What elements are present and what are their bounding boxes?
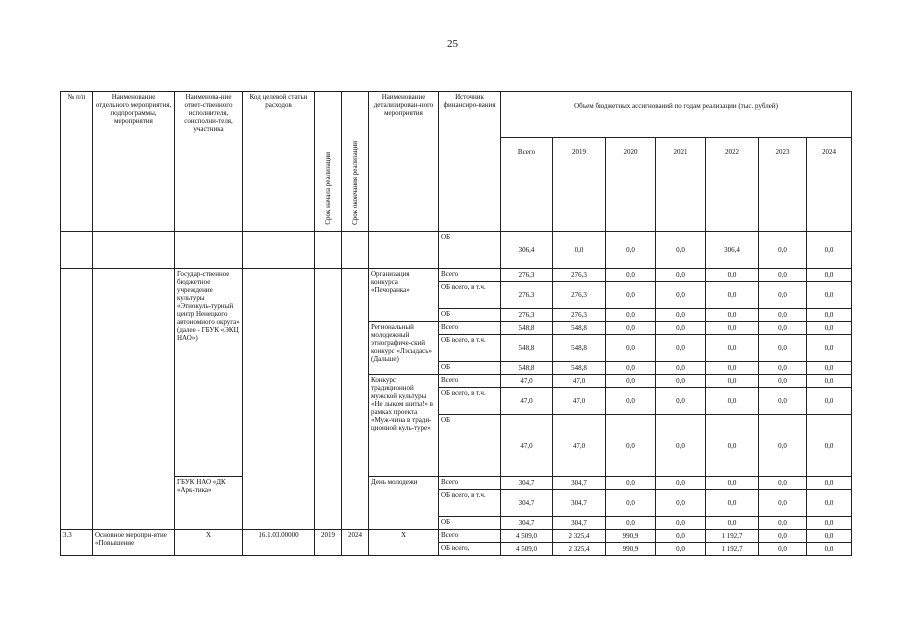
value-cell: 0,0: [807, 309, 852, 322]
page-number: 25: [447, 38, 458, 50]
detailed-event-cell: Х: [369, 530, 439, 556]
value-cell: 47,0: [553, 388, 606, 415]
source-cell: ОБ всего, в т.ч.: [439, 335, 501, 362]
value-cell: 0,0: [807, 490, 852, 517]
value-cell: 548,8: [553, 322, 606, 335]
value-cell: 0,0: [807, 477, 852, 490]
value-cell: 0,0: [706, 490, 759, 517]
event-pechoranka: Организация конкурса «Печоранка»: [369, 269, 439, 322]
value-cell: 0,0: [656, 269, 706, 282]
row-number: 3.3: [61, 530, 93, 556]
value-cell: 0,0: [807, 269, 852, 282]
value-cell: 0,0: [759, 309, 807, 322]
value-cell: 47,0: [553, 375, 606, 388]
value-cell: 0,0: [807, 335, 852, 362]
value-cell: 0,0: [656, 530, 706, 543]
value-cell: 0,0: [656, 490, 706, 517]
header-budget-code: Код целевой статьи расходов: [243, 92, 315, 232]
value-cell: 2 325,4: [553, 530, 606, 543]
executor-ekc: Государ-ственное бюджетное учреждение культуры «Этнокуль-турный центр Ненецкого автономного округа» (далее - ГБУК «ЭКЦ НАО»): [175, 269, 243, 477]
header-year-2022: 2022: [706, 138, 759, 232]
value-cell: 0,0: [759, 335, 807, 362]
value-cell: 548,8: [553, 362, 606, 375]
value-cell: 0,0: [807, 362, 852, 375]
value-cell: 47,0: [501, 388, 553, 415]
value-cell: 0,0: [759, 362, 807, 375]
value-cell: 306,4: [706, 232, 759, 269]
source-cell: ОБ: [439, 362, 501, 375]
value-cell: 304,7: [553, 490, 606, 517]
value-cell: 548,8: [501, 362, 553, 375]
value-cell: 276,3: [553, 269, 606, 282]
value-cell: 47,0: [553, 415, 606, 477]
header-volume: Объем бюджетных ассигнований по годам реализации (тыс. рублей): [501, 92, 852, 138]
value-cell: 276,3: [501, 282, 553, 309]
value-cell: 0,0: [606, 232, 656, 269]
value-cell: 0,0: [759, 490, 807, 517]
value-cell: 990,9: [606, 530, 656, 543]
value-cell: 0,0: [759, 388, 807, 415]
value-cell: 0,0: [606, 490, 656, 517]
value-cell: 0,0: [759, 269, 807, 282]
value-cell: 2 325,4: [553, 543, 606, 556]
value-cell: 0,0: [807, 322, 852, 335]
value-cell: 0,0: [759, 477, 807, 490]
value-cell: 304,7: [553, 517, 606, 530]
budget-allocation-table: [60, 91, 852, 556]
value-cell: 0,0: [656, 543, 706, 556]
value-cell: 0,0: [759, 543, 807, 556]
header-year-2019: 2019: [553, 138, 606, 232]
value-cell: 0,0: [656, 375, 706, 388]
table-row: [61, 269, 852, 282]
source-cell: ОБ всего,: [439, 543, 501, 556]
header-executor: Наименова-ние ответ-ственного исполнителя, соисполни-теля, участника: [175, 92, 243, 232]
main-event-name: Основное меропри-ятие «Повышение: [93, 530, 175, 556]
value-cell: 0,0: [759, 517, 807, 530]
value-cell: 0,0: [656, 335, 706, 362]
header-year-2021: 2021: [656, 138, 706, 232]
value-cell: 0,0: [759, 232, 807, 269]
end-year: 2024: [342, 530, 369, 556]
table-row: [61, 530, 852, 543]
value-cell: 276,3: [501, 269, 553, 282]
source-cell: ОБ: [439, 232, 501, 269]
value-cell: 0,0: [656, 362, 706, 375]
value-cell: 0,0: [606, 375, 656, 388]
event-ethnographic-contest: Региональный молодежный этнографиче-ский конкурс «Лэсыдась» (Дальше): [369, 322, 439, 375]
value-cell: 276,3: [501, 309, 553, 322]
source-cell: Всего: [439, 477, 501, 490]
header-year-2024: 2024: [807, 138, 852, 232]
value-cell: 0,0: [656, 322, 706, 335]
value-cell: 0,0: [606, 269, 656, 282]
value-cell: 0,0: [759, 415, 807, 477]
source-cell: ОБ: [439, 415, 501, 477]
start-year: 2019: [315, 530, 342, 556]
value-cell: 304,7: [501, 490, 553, 517]
value-cell: 47,0: [501, 415, 553, 477]
value-cell: 0,0: [606, 388, 656, 415]
value-cell: 0,0: [706, 322, 759, 335]
value-cell: 4 509,0: [501, 543, 553, 556]
value-cell: 0,0: [706, 477, 759, 490]
value-cell: 0,0: [656, 388, 706, 415]
value-cell: 0,0: [807, 543, 852, 556]
value-cell: 0,0: [606, 362, 656, 375]
value-cell: 306,4: [501, 232, 553, 269]
header-no: № п/п: [61, 92, 93, 232]
header-row: [61, 92, 852, 138]
value-cell: 4 509,0: [501, 530, 553, 543]
value-cell: 0,0: [606, 335, 656, 362]
table-row: [61, 232, 852, 269]
value-cell: 304,7: [553, 477, 606, 490]
budget-code: 16.1.03.00000: [243, 530, 315, 556]
value-cell: 0,0: [759, 375, 807, 388]
value-cell: 0,0: [759, 282, 807, 309]
value-cell: 0,0: [656, 232, 706, 269]
value-cell: 0,0: [706, 335, 759, 362]
value-cell: 0,0: [656, 415, 706, 477]
source-cell: ОБ: [439, 309, 501, 322]
value-cell: 0,0: [706, 388, 759, 415]
value-cell: 304,7: [501, 517, 553, 530]
value-cell: 1 192,7: [706, 543, 759, 556]
executor-arktika: ГБУК НАО «ДК «Арк-тика»: [175, 477, 243, 530]
source-cell: Всего: [439, 269, 501, 282]
value-cell: 0,0: [606, 322, 656, 335]
header-end-term: Срок окончания реализации: [342, 92, 369, 232]
value-cell: 0,0: [706, 375, 759, 388]
source-cell: Всего: [439, 530, 501, 543]
value-cell: 0,0: [656, 477, 706, 490]
source-cell: ОБ: [439, 517, 501, 530]
executor-cell: Х: [175, 530, 243, 556]
source-cell: ОБ всего, в т.ч.: [439, 388, 501, 415]
value-cell: 0,0: [807, 530, 852, 543]
value-cell: 548,8: [553, 335, 606, 362]
value-cell: 0,0: [759, 530, 807, 543]
value-cell: 276,3: [553, 309, 606, 322]
event-ne-lykom-shity: Конкурс традиционной мужской культуры «Не лыком шиты!» в рамках проекта «Муж-чина в тради-ционной куль-туре»: [369, 375, 439, 477]
value-cell: 0,0: [807, 415, 852, 477]
header-year-total: Всего: [501, 138, 553, 232]
table-row: [61, 477, 852, 490]
value-cell: 47,0: [501, 375, 553, 388]
value-cell: 0,0: [706, 362, 759, 375]
value-cell: 0,0: [606, 517, 656, 530]
value-cell: 0,0: [606, 477, 656, 490]
value-cell: 0,0: [656, 309, 706, 322]
source-cell: Всего: [439, 375, 501, 388]
value-cell: 0,0: [807, 232, 852, 269]
source-cell: ОБ всего, в т.ч.: [439, 282, 501, 309]
value-cell: 0,0: [807, 375, 852, 388]
value-cell: 1 192,7: [706, 530, 759, 543]
value-cell: 990,9: [606, 543, 656, 556]
value-cell: 0,0: [706, 415, 759, 477]
value-cell: 0,0: [706, 269, 759, 282]
value-cell: 0,0: [606, 415, 656, 477]
header-start-term: Срок начала реализации: [315, 92, 342, 232]
value-cell: 0,0: [656, 282, 706, 309]
value-cell: 0,0: [706, 282, 759, 309]
value-cell: 0,0: [807, 388, 852, 415]
header-source: Источник финансиро-вания: [439, 92, 501, 232]
source-cell: Всего: [439, 322, 501, 335]
event-youth-day: День молодежи: [369, 477, 439, 530]
value-cell: 0,0: [759, 322, 807, 335]
value-cell: 0,0: [606, 309, 656, 322]
value-cell: 0,0: [807, 282, 852, 309]
value-cell: 0,0: [553, 232, 606, 269]
header-year-2020: 2020: [606, 138, 656, 232]
header-detailed-event: Наименование детализирован-ного мероприятия: [369, 92, 439, 232]
value-cell: 548,8: [501, 322, 553, 335]
value-cell: 0,0: [706, 309, 759, 322]
value-cell: 0,0: [706, 517, 759, 530]
value-cell: 548,8: [501, 335, 553, 362]
value-cell: 304,7: [501, 477, 553, 490]
value-cell: 276,3: [553, 282, 606, 309]
header-event-name: Наименование отдельного мероприятия, подпрограммы, мероприятия: [93, 92, 175, 232]
value-cell: 0,0: [807, 517, 852, 530]
value-cell: 0,0: [606, 282, 656, 309]
header-year-2023: 2023: [759, 138, 807, 232]
value-cell: 0,0: [656, 517, 706, 530]
source-cell: ОБ всего, в т.ч.: [439, 490, 501, 517]
